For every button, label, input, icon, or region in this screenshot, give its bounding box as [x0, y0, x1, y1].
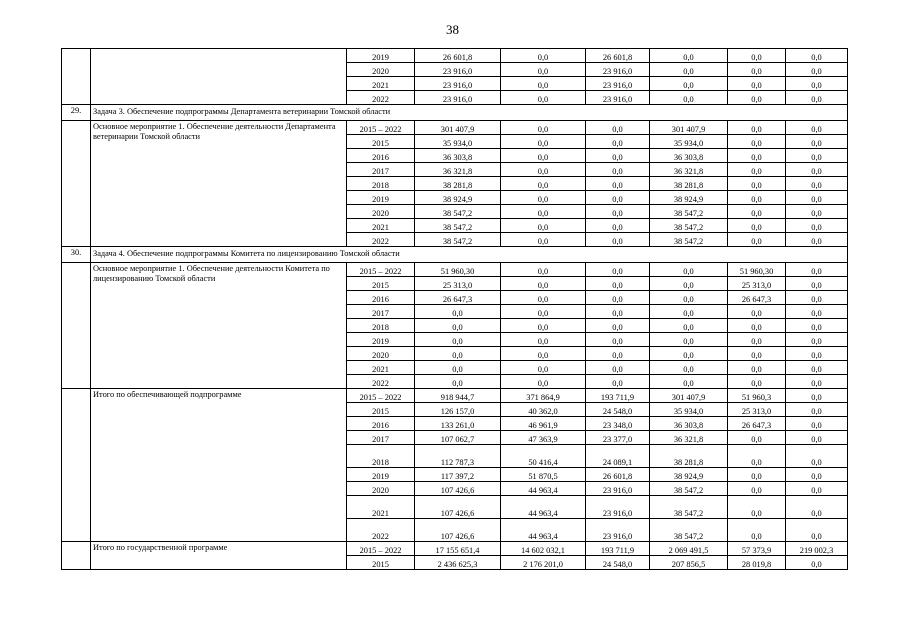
year-cell: 2022 — [347, 519, 415, 542]
federal-cell: 0,0 — [501, 319, 586, 333]
local-cell: 0,0 — [650, 91, 728, 105]
extra-cell: 0,0 — [786, 163, 848, 177]
table-row — [62, 49, 848, 63]
total-cell: 2 436 625,3 — [415, 556, 501, 570]
federal-cell: 0,0 — [501, 177, 586, 191]
federal-cell: 0,0 — [501, 277, 586, 291]
federal-cell: 371 864,9 — [501, 389, 586, 403]
extra-cell: 0,0 — [786, 361, 848, 375]
other-cell: 0,0 — [728, 347, 786, 361]
extra-cell: 0,0 — [786, 556, 848, 570]
local-cell: 38 547,2 — [650, 482, 728, 496]
regional-cell: 23 348,0 — [586, 417, 650, 431]
local-cell: 207 856,5 — [650, 556, 728, 570]
total-cell: 107 426,6 — [415, 482, 501, 496]
regional-cell: 0,0 — [586, 319, 650, 333]
row-number-cell — [62, 542, 91, 570]
year-cell: 2019 — [347, 49, 415, 63]
regional-cell: 0,0 — [586, 347, 650, 361]
total-cell: 51 960,30 — [415, 263, 501, 277]
local-cell: 35 934,0 — [650, 135, 728, 149]
regional-cell: 0,0 — [586, 191, 650, 205]
federal-cell: 0,0 — [501, 149, 586, 163]
year-cell: 2020 — [347, 482, 415, 496]
regional-cell: 0,0 — [586, 135, 650, 149]
total-cell: 38 924,9 — [415, 191, 501, 205]
federal-cell: 0,0 — [501, 63, 586, 77]
extra-cell: 0,0 — [786, 149, 848, 163]
federal-cell: 44 963,4 — [501, 496, 586, 519]
year-cell: 2020 — [347, 205, 415, 219]
federal-cell: 0,0 — [501, 77, 586, 91]
local-cell: 301 407,9 — [650, 389, 728, 403]
regional-cell: 0,0 — [586, 233, 650, 247]
other-cell: 25 313,0 — [728, 403, 786, 417]
federal-cell: 0,0 — [501, 263, 586, 277]
local-cell: 38 547,2 — [650, 496, 728, 519]
regional-cell: 24 548,0 — [586, 556, 650, 570]
total-cell: 36 303,8 — [415, 149, 501, 163]
other-cell: 0,0 — [728, 121, 786, 135]
total-cell: 38 281,8 — [415, 177, 501, 191]
year-cell: 2020 — [347, 63, 415, 77]
other-cell: 0,0 — [728, 91, 786, 105]
total-cell: 0,0 — [415, 361, 501, 375]
extra-cell: 0,0 — [786, 277, 848, 291]
total-cell: 112 787,3 — [415, 445, 501, 468]
federal-cell: 0,0 — [501, 333, 586, 347]
other-cell: 57 373,9 — [728, 542, 786, 556]
local-cell: 0,0 — [650, 347, 728, 361]
regional-cell: 0,0 — [586, 177, 650, 191]
federal-cell: 0,0 — [501, 163, 586, 177]
other-cell: 26 647,3 — [728, 417, 786, 431]
year-cell: 2022 — [347, 375, 415, 389]
year-cell: 2018 — [347, 445, 415, 468]
local-cell: 0,0 — [650, 63, 728, 77]
regional-cell: 24 089,1 — [586, 445, 650, 468]
federal-cell: 0,0 — [501, 135, 586, 149]
local-cell: 38 924,9 — [650, 191, 728, 205]
activity-name-cell — [91, 49, 347, 105]
total-cell: 107 426,6 — [415, 519, 501, 542]
year-cell: 2021 — [347, 361, 415, 375]
other-cell: 0,0 — [728, 219, 786, 233]
local-cell: 38 547,2 — [650, 219, 728, 233]
other-cell: 0,0 — [728, 375, 786, 389]
regional-cell: 193 711,9 — [586, 542, 650, 556]
total-cell: 23 916,0 — [415, 63, 501, 77]
total-cell: 17 155 651,4 — [415, 542, 501, 556]
task-title-cell: Задача 3. Обеспечение подпрограммы Департамента ветеринарии Томской области — [91, 105, 848, 121]
federal-cell: 47 363,9 — [501, 431, 586, 445]
local-cell: 36 303,8 — [650, 417, 728, 431]
year-cell: 2017 — [347, 431, 415, 445]
extra-cell: 0,0 — [786, 233, 848, 247]
local-cell: 0,0 — [650, 319, 728, 333]
federal-cell: 51 870,5 — [501, 468, 586, 482]
total-cell: 23 916,0 — [415, 91, 501, 105]
regional-cell: 23 916,0 — [586, 77, 650, 91]
local-cell: 0,0 — [650, 333, 728, 347]
total-cell: 25 313,0 — [415, 277, 501, 291]
federal-cell: 0,0 — [501, 361, 586, 375]
federal-cell: 0,0 — [501, 49, 586, 63]
federal-cell: 0,0 — [501, 219, 586, 233]
other-cell: 0,0 — [728, 496, 786, 519]
year-cell: 2016 — [347, 291, 415, 305]
regional-cell: 0,0 — [586, 305, 650, 319]
total-cell: 107 426,6 — [415, 496, 501, 519]
regional-cell: 0,0 — [586, 291, 650, 305]
local-cell: 35 934,0 — [650, 403, 728, 417]
local-cell: 36 321,8 — [650, 163, 728, 177]
extra-cell: 0,0 — [786, 121, 848, 135]
extra-cell: 0,0 — [786, 63, 848, 77]
total-cell: 26 601,8 — [415, 49, 501, 63]
other-cell: 0,0 — [728, 482, 786, 496]
row-number-cell: 29. — [62, 105, 91, 121]
total-cell: 117 397,2 — [415, 468, 501, 482]
regional-cell: 0,0 — [586, 361, 650, 375]
local-cell: 36 303,8 — [650, 149, 728, 163]
extra-cell: 0,0 — [786, 263, 848, 277]
local-cell: 38 281,8 — [650, 445, 728, 468]
extra-cell: 0,0 — [786, 431, 848, 445]
regional-cell: 0,0 — [586, 375, 650, 389]
local-cell: 0,0 — [650, 305, 728, 319]
row-number-cell — [62, 121, 91, 247]
activity-name-cell: Основное мероприятие 1. Обеспечение деятельности Комитета по лицензированию Томской области — [91, 263, 347, 389]
local-cell: 2 069 491,5 — [650, 542, 728, 556]
extra-cell: 0,0 — [786, 177, 848, 191]
other-cell: 0,0 — [728, 191, 786, 205]
activity-name-cell: Итого по государственной программе — [91, 542, 347, 570]
year-cell: 2021 — [347, 219, 415, 233]
extra-cell: 0,0 — [786, 205, 848, 219]
regional-cell: 0,0 — [586, 333, 650, 347]
federal-cell: 0,0 — [501, 121, 586, 135]
year-cell: 2017 — [347, 305, 415, 319]
year-cell: 2015 — [347, 277, 415, 291]
extra-cell: 0,0 — [786, 417, 848, 431]
other-cell: 0,0 — [728, 468, 786, 482]
federal-cell: 0,0 — [501, 347, 586, 361]
total-cell: 38 547,2 — [415, 233, 501, 247]
total-cell: 38 547,2 — [415, 219, 501, 233]
other-cell: 0,0 — [728, 49, 786, 63]
extra-cell: 0,0 — [786, 333, 848, 347]
year-cell: 2015 – 2022 — [347, 121, 415, 135]
federal-cell: 0,0 — [501, 205, 586, 219]
table-row — [62, 263, 848, 277]
total-cell: 35 934,0 — [415, 135, 501, 149]
extra-cell: 0,0 — [786, 191, 848, 205]
federal-cell: 0,0 — [501, 291, 586, 305]
table-row — [62, 389, 848, 403]
other-cell: 0,0 — [728, 361, 786, 375]
extra-cell: 0,0 — [786, 305, 848, 319]
total-cell: 301 407,9 — [415, 121, 501, 135]
row-number-cell — [62, 263, 91, 389]
total-cell: 23 916,0 — [415, 77, 501, 91]
task-title-cell: Задача 4. Обеспечение подпрограммы Комитета по лицензированию Томской области — [91, 247, 848, 263]
year-cell: 2018 — [347, 319, 415, 333]
activity-name-cell: Итого по обеспечивающей подпрограмме — [91, 389, 347, 542]
local-cell: 301 407,9 — [650, 121, 728, 135]
regional-cell: 23 916,0 — [586, 496, 650, 519]
other-cell: 28 019,8 — [728, 556, 786, 570]
local-cell: 0,0 — [650, 277, 728, 291]
local-cell: 38 547,2 — [650, 233, 728, 247]
extra-cell: 0,0 — [786, 319, 848, 333]
year-cell: 2015 — [347, 403, 415, 417]
total-cell: 107 062,7 — [415, 431, 501, 445]
year-cell: 2017 — [347, 163, 415, 177]
total-cell: 0,0 — [415, 333, 501, 347]
total-cell: 0,0 — [415, 305, 501, 319]
year-cell: 2015 — [347, 556, 415, 570]
total-cell: 0,0 — [415, 375, 501, 389]
other-cell: 51 960,30 — [728, 263, 786, 277]
other-cell: 0,0 — [728, 519, 786, 542]
regional-cell: 193 711,9 — [586, 389, 650, 403]
regional-cell: 24 548,0 — [586, 403, 650, 417]
total-cell: 126 157,0 — [415, 403, 501, 417]
other-cell: 25 313,0 — [728, 277, 786, 291]
extra-cell: 0,0 — [786, 347, 848, 361]
local-cell: 38 924,9 — [650, 468, 728, 482]
other-cell: 0,0 — [728, 177, 786, 191]
other-cell: 51 960,3 — [728, 389, 786, 403]
regional-cell: 0,0 — [586, 205, 650, 219]
total-cell: 133 261,0 — [415, 417, 501, 431]
extra-cell: 0,0 — [786, 91, 848, 105]
federal-cell: 44 963,4 — [501, 519, 586, 542]
total-cell: 0,0 — [415, 347, 501, 361]
other-cell: 0,0 — [728, 149, 786, 163]
year-cell: 2015 – 2022 — [347, 263, 415, 277]
other-cell: 0,0 — [728, 333, 786, 347]
row-number-cell: 30. — [62, 247, 91, 263]
year-cell: 2022 — [347, 91, 415, 105]
regional-cell: 23 916,0 — [586, 91, 650, 105]
extra-cell: 0,0 — [786, 389, 848, 403]
federal-cell: 46 961,9 — [501, 417, 586, 431]
other-cell: 0,0 — [728, 319, 786, 333]
year-cell: 2021 — [347, 77, 415, 91]
year-cell: 2016 — [347, 417, 415, 431]
regional-cell: 0,0 — [586, 121, 650, 135]
extra-cell: 0,0 — [786, 482, 848, 496]
year-cell: 2019 — [347, 468, 415, 482]
federal-cell: 44 963,4 — [501, 482, 586, 496]
total-cell: 26 647,3 — [415, 291, 501, 305]
regional-cell: 0,0 — [586, 163, 650, 177]
other-cell: 0,0 — [728, 233, 786, 247]
extra-cell: 0,0 — [786, 445, 848, 468]
total-cell: 38 547,2 — [415, 205, 501, 219]
total-cell: 918 944,7 — [415, 389, 501, 403]
extra-cell: 0,0 — [786, 403, 848, 417]
regional-cell: 23 916,0 — [586, 519, 650, 542]
other-cell: 0,0 — [728, 135, 786, 149]
local-cell: 0,0 — [650, 263, 728, 277]
extra-cell: 0,0 — [786, 135, 848, 149]
extra-cell: 0,0 — [786, 468, 848, 482]
federal-cell: 2 176 201,0 — [501, 556, 586, 570]
regional-cell: 0,0 — [586, 149, 650, 163]
local-cell: 0,0 — [650, 49, 728, 63]
federal-cell: 0,0 — [501, 375, 586, 389]
regional-cell: 23 916,0 — [586, 482, 650, 496]
federal-cell: 50 416,4 — [501, 445, 586, 468]
federal-cell: 0,0 — [501, 91, 586, 105]
other-cell: 0,0 — [728, 205, 786, 219]
local-cell: 0,0 — [650, 77, 728, 91]
year-cell: 2022 — [347, 233, 415, 247]
extra-cell: 0,0 — [786, 77, 848, 91]
total-cell: 0,0 — [415, 319, 501, 333]
local-cell: 38 281,8 — [650, 177, 728, 191]
year-cell: 2016 — [347, 149, 415, 163]
other-cell: 0,0 — [728, 63, 786, 77]
local-cell: 0,0 — [650, 361, 728, 375]
extra-cell: 0,0 — [786, 519, 848, 542]
other-cell: 0,0 — [728, 305, 786, 319]
year-cell: 2019 — [347, 333, 415, 347]
year-cell: 2015 – 2022 — [347, 542, 415, 556]
extra-cell: 0,0 — [786, 219, 848, 233]
year-cell: 2015 – 2022 — [347, 389, 415, 403]
total-cell: 36 321,8 — [415, 163, 501, 177]
year-cell: 2018 — [347, 177, 415, 191]
regional-cell: 26 601,8 — [586, 49, 650, 63]
local-cell: 0,0 — [650, 375, 728, 389]
other-cell: 0,0 — [728, 77, 786, 91]
federal-cell: 14 602 032,1 — [501, 542, 586, 556]
row-number-cell — [62, 389, 91, 542]
local-cell: 38 547,2 — [650, 205, 728, 219]
page-number: 38 — [446, 22, 459, 37]
activity-name-cell: Основное мероприятие 1. Обеспечение деятельности Департамента ветеринарии Томской области — [91, 121, 347, 247]
year-cell: 2021 — [347, 496, 415, 519]
extra-cell: 0,0 — [786, 375, 848, 389]
regional-cell: 23 377,0 — [586, 431, 650, 445]
regional-cell: 26 601,8 — [586, 468, 650, 482]
extra-cell: 0,0 — [786, 49, 848, 63]
federal-cell: 40 362,0 — [501, 403, 586, 417]
other-cell: 0,0 — [728, 163, 786, 177]
local-cell: 0,0 — [650, 291, 728, 305]
extra-cell: 0,0 — [786, 291, 848, 305]
year-cell: 2015 — [347, 135, 415, 149]
row-number-cell — [62, 49, 91, 105]
federal-cell: 0,0 — [501, 305, 586, 319]
budget-table — [61, 48, 848, 570]
regional-cell: 0,0 — [586, 277, 650, 291]
extra-cell: 219 002,3 — [786, 542, 848, 556]
other-cell: 0,0 — [728, 445, 786, 468]
table-row — [62, 542, 848, 556]
regional-cell: 0,0 — [586, 263, 650, 277]
task-row — [62, 247, 848, 263]
regional-cell: 0,0 — [586, 219, 650, 233]
year-cell: 2020 — [347, 347, 415, 361]
other-cell: 0,0 — [728, 431, 786, 445]
federal-cell: 0,0 — [501, 233, 586, 247]
year-cell: 2019 — [347, 191, 415, 205]
task-row — [62, 105, 848, 121]
local-cell: 36 321,8 — [650, 431, 728, 445]
extra-cell: 0,0 — [786, 496, 848, 519]
local-cell: 38 547,2 — [650, 519, 728, 542]
table-row — [62, 121, 848, 135]
regional-cell: 23 916,0 — [586, 63, 650, 77]
federal-cell: 0,0 — [501, 191, 586, 205]
other-cell: 26 647,3 — [728, 291, 786, 305]
